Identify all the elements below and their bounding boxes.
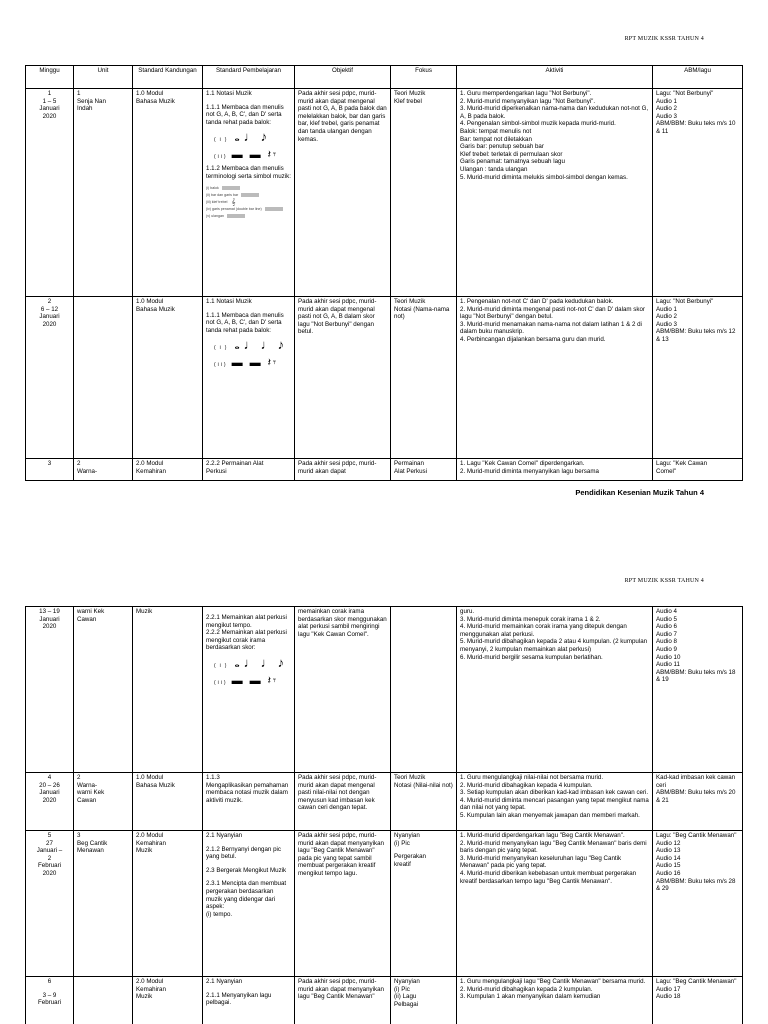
cell-objektif: Pada akhir sesi pdpc, murid-murid akan dapat mengenal pasti not G, A, B pada balok dan melelakkan balok, bar dan garis bar, klef trebel, garis penamat dan tanda ulangan dengan kemas. — [295, 89, 391, 297]
col-fokus: Fokus — [391, 66, 457, 89]
cell-aktiviti: guru. 3. Murid-murid diminta menepuk corak irama 1 & 2. 4. Murid-murid memainkan corak irama yang ditepuk dengan menggunakan alat perkusi. 5. Murid-murid dibahagikan kepada 2 atau 4 kumpulan. (2 kumpulan menyanyi, 2 kumpulan memainkan alat perkusi) 6. Murid-murid bergilir sesama kumpulan berlatihan. — [457, 607, 653, 773]
cell-standard-kandungan: 1.0 Modul Bahasa Muzik — [133, 773, 203, 831]
cell-minggu: 6 3 – 9 Februari — [26, 977, 74, 1024]
col-minggu: Minggu — [26, 66, 74, 89]
cell-standard-pembelajaran: 1.1.3 Mengaplikasikan pemahaman membaca notasi muzik dalam aktiviti muzik. — [203, 773, 295, 831]
cell-unit: 2 Warna- — [74, 459, 133, 481]
cell-standard-kandungan: 2.0 Modul Kemahiran Muzik — [133, 831, 203, 977]
cell-fokus: Permainan Alat Perkusi — [391, 459, 457, 481]
running-header: RPT MUZIK KSSR TAHUN 4 — [624, 578, 704, 584]
cell-minggu: 3 — [26, 459, 74, 481]
cell-abm-lagu: Kad-kad imbasan kek cawan ceri ABM/BBM: Buku teks m/s 20 & 21 — [653, 773, 743, 831]
staff-item: (i) balok — [206, 185, 291, 192]
cell-aktiviti: 1. Guru memperdengarkan lagu "Not Berbunyi". 2. Murid-murid menyanyikan lagu "Not Berbunyi". 3. Murid-murid diperkenalkan nama-nama dan kedudukan not-not G, A, B pada balok. 4. Pengenalan simbol-simbol muzik kepada murid-murid. Balok: tempat menulis not Bar: tempat not diletakkan Garis bar: penutup sebuah bar Klef trebel: terletak di permulaan skor Garis penamat: tamatnya sebuah lagu Ulangan : tanda ulangan 5. Murid-murid diminta melukis simbol-simbol dengan kemas. — [457, 89, 653, 297]
table-row — [26, 459, 743, 481]
cell-minggu: 13 – 19 Januari 2020 — [26, 607, 74, 773]
col-aktiviti: Aktiviti — [457, 66, 653, 89]
cell-fokus: Teori Muzik Notasi (Nilai-nilai not) — [391, 773, 457, 831]
cell-abm-lagu: Lagu: "Beg Cantik Menawan" Audio 12 Audio 13 Audio 14 Audio 15 Audio 16 ABM/BBM: Buku teks m/s 28 & 29 — [653, 831, 743, 977]
staff-item: (iv) garis penamat (double bar line) — [206, 206, 291, 213]
cell-abm-lagu: Lagu: "Kek Cawan Comel" — [653, 459, 743, 481]
running-header: RPT MUZIK KSSR TAHUN 4 — [624, 36, 704, 42]
table-row — [26, 831, 743, 977]
cell-aktiviti: 1. Guru mengulangkaji nilai-nilai not bersama murid. 2. Murid-murid dibahagikan kepada 4 kumpulan. 3. Setiap kumpulan akan diberikan kad-kad imbasan kek cawan ceri. 4. Murid-murid diminta mencari pasangan yang tepat mengikut nama dan nilai not yang tepat. 5. Kumpulan lain akan menyemak jawapan dan memberi markah. — [457, 773, 653, 831]
staff-item: (v) ulangan — [206, 213, 291, 220]
note-values-icon: (i) 𝅝♩♩♪ — [214, 654, 289, 670]
col-standard-pembelajaran: Standard Pembelajaran — [203, 66, 295, 89]
cell-objektif: Pada akhir sesi pdpc, murid-murid akan dapat menyanyikan lagu "Beg Cantik Menawan" pada pic yang tepat sambil membuat pergerakan kreatif mengikut tempo lagu. — [295, 831, 391, 977]
cell-standard-kandungan: 2.0 Modul Kemahiran — [133, 459, 203, 481]
cell-fokus: Nyanyian (i) Pic Pergerakan kreatif — [391, 831, 457, 977]
cell-minggu: 1 1 – 5 Januari 2020 — [26, 89, 74, 297]
cell-fokus — [391, 607, 457, 773]
cell-aktiviti: 1. Murid-murid diperdengarkan lagu "Beg Cantik Menawan". 2. Murid-murid menyanyikan lagu "Beg Cantik Menawan" baris demi baris dengan pic yang tepat. 3. Murid-murid menyanyikan keseluruhan lagu "Beg Cantik Menawan" pada pic yang tepat. 4. Murid-murid diberikan kebebasan untuk membuat pergerakan kreatif berdasarkan tempo lagu "Beg Cantik Menawan". — [457, 831, 653, 977]
cell-standard-kandungan: Muzik — [133, 607, 203, 773]
cell-fokus: Teori Muzik Notasi (Nama-nama not) — [391, 297, 457, 459]
cell-standard-kandungan: 1.0 Modul Bahasa Muzik — [133, 297, 203, 459]
cell-objektif: Pada akhir sesi pdpc, murid-murid akan dapat mengenal pasti nilai-nilai not dengan menyusun kad imbasan kek cawan ceri dengan tepat. — [295, 773, 391, 831]
note-values-icon: (i) 𝅝♩♩♪ — [214, 337, 289, 353]
cell-abm-lagu: Lagu: "Not Berbunyi" Audio 1 Audio 2 Audio 3 ABM/BBM: Buku teks m/s 10 & 11 — [653, 89, 743, 297]
cell-unit: warni Kek Cawan — [74, 607, 133, 773]
cell-objektif: memainkan corak irama berdasarkan skor menggunakan alat perkusi sambil mengiringi lagu "Kek Cawan Comel". — [295, 607, 391, 773]
table-header — [26, 66, 743, 89]
table-row — [26, 297, 743, 459]
cell-standard-pembelajaran: 2.1 Nyanyian 2.1.1 Menyanyikan lagu pelbagai. — [203, 977, 295, 1024]
col-unit: Unit — [74, 66, 133, 89]
cell-objektif: Pada akhir sesi pdpc, murid-murid akan dapat — [295, 459, 391, 481]
cell-unit: 3 Beg Cantik Menawan — [74, 831, 133, 977]
cell-unit: 2 Warna- warni Kek Cawan — [74, 773, 133, 831]
table-row — [26, 607, 743, 773]
cell-objektif: Pada akhir sesi pdpc, murid-murid akan dapat mengenal pasti not G, A, B dalam skor lagu "Not Berbunyi" dengan betul. — [295, 297, 391, 459]
cell-aktiviti: 1. Pengenalan not-not C' dan D' pada kedudukan balok. 2. Murid-murid diminta mengenal pasti not-not C' dan D' dalam skor lagu "Not Berbunyi" dengan betul. 3. Murid-murid menamakan nama-nama not dalam latihan 1 & 2 di dalam buku manuskrip. 4. Perbincangan dijalankan bersama guru dan murid. — [457, 297, 653, 459]
cell-minggu: 4 20 – 26 Januari 2020 — [26, 773, 74, 831]
cell-standard-pembelajaran: 2.2.2 Permainan Alat Perkusi — [203, 459, 295, 481]
col-objektif: Objektif — [295, 66, 391, 89]
staff-item: (iii) klef trebel 𝄞 — [206, 198, 236, 206]
col-standard-kandungan: Standard Kandungan — [133, 66, 203, 89]
col-abm-lagu: ABM/lagu — [653, 66, 743, 89]
rest-symbols-icon: (ii) ▬ ▬ 𝄽𝄾 — [214, 674, 278, 687]
cell-standard-pembelajaran: 1.1 Notasi Muzik 1.1.1 Membaca dan menulis not G, A, B, C', dan D' serta tanda rehat pada balok: (i) 𝅝♩♪ (ii) ▬ ▬ 𝄽𝄾 1.1.2 Membaca dan menulis terminologi serta simbol muzik: (i) balok (ii) bar dan garis bar (iii) klef trebel 𝄞 (iv) garis penamat (double bar line) (v) ulangan — [203, 89, 295, 297]
rpt-table-page-1 — [25, 65, 743, 481]
cell-minggu: 5 27 Januari – 2 Februari 2020 — [26, 831, 74, 977]
staff-diagram-icon — [206, 185, 291, 220]
cell-standard-kandungan: 1.0 Modul Bahasa Muzik — [133, 89, 203, 297]
rest-symbols-icon: (ii) ▬ ▬ 𝄽𝄾 — [214, 149, 278, 162]
cell-abm-lagu: Audio 4 Audio 5 Audio 6 Audio 7 Audio 8 Audio 9 Audio 10 Audio 11 ABM/BBM: Buku teks m/s 18 & 19 — [653, 607, 743, 773]
rpt-table-page-2 — [25, 606, 743, 1024]
staff-item: (ii) bar dan garis bar — [206, 192, 291, 199]
cell-standard-pembelajaran: 1.1 Notasi Muzik 1.1.1 Membaca dan menulis not G, A, B, C', dan D' serta tanda rehat pada balok: (i) 𝅝♩♩♪ (ii) ▬ ▬ 𝄽𝄾 — [203, 297, 295, 459]
cell-unit: 1 Senja Nan Indah — [74, 89, 133, 297]
page-2 — [0, 560, 768, 1024]
cell-aktiviti: 1. Guru mengulangkaji lagu "Beg Cantik Menawan" bersama murid. 2. Murid-murid dibahagikan kepada 2 kumpulan. 3. Kumpulan 1 akan menyanyikan dalam kemudian — [457, 977, 653, 1024]
table-row — [26, 89, 743, 297]
cell-fokus: Teori Muzik Klef trebel — [391, 89, 457, 297]
page-1 — [0, 0, 768, 510]
cell-fokus: Nyanyian (i) Pic (ii) Lagu Pelbagai — [391, 977, 457, 1024]
cell-standard-pembelajaran: 2.2.1 Memainkan alat perkusi mengikut tempo. 2.2.2 Memainkan alat perkusi mengikut corak irama berdasarkan skor: (i) 𝅝♩♩♪ (ii) ▬ ▬ 𝄽𝄾 — [203, 607, 295, 773]
cell-standard-kandungan: 2.0 Modul Kemahiran Muzik — [133, 977, 203, 1024]
cell-abm-lagu: Lagu: "Not Berbunyi" Audio 1 Audio 2 Audio 3 ABM/BBM: Buku teks m/s 12 & 13 — [653, 297, 743, 459]
cell-standard-pembelajaran: 2.1 Nyanyian 2.1.2 Bernyanyi dengan pic yang betul. 2.3 Bergerak Mengikut Muzik 2.3.1 Mencipta dan membuat pergerakan berdasarkan muzik yang didengar dari aspek: (i) tempo. — [203, 831, 295, 977]
table-row — [26, 773, 743, 831]
cell-aktiviti: 1. Lagu "Kek Cawan Comel" diperdengarkan. 2. Murid-murid diminta menyanyikan lagu bersama — [457, 459, 653, 481]
rest-symbols-icon: (ii) ▬ ▬ 𝄽𝄾 — [214, 357, 278, 370]
cell-minggu: 2 6 – 12 Januari 2020 — [26, 297, 74, 459]
cell-unit — [74, 977, 133, 1024]
note-values-icon: (i) 𝅝♩♪ — [214, 129, 272, 145]
cell-objektif: Pada akhir sesi pdpc, murid-murid akan dapat menyanyikan lagu "Beg Cantik Menawan" — [295, 977, 391, 1024]
page-footer: Pendidikan Kesenian Muzik Tahun 4 — [575, 488, 704, 497]
page-gap — [0, 510, 768, 560]
cell-unit — [74, 297, 133, 459]
table-row — [26, 977, 743, 1024]
cell-abm-lagu: Lagu: "Beg Cantik Menawan" Audio 17 Audio 18 — [653, 977, 743, 1024]
